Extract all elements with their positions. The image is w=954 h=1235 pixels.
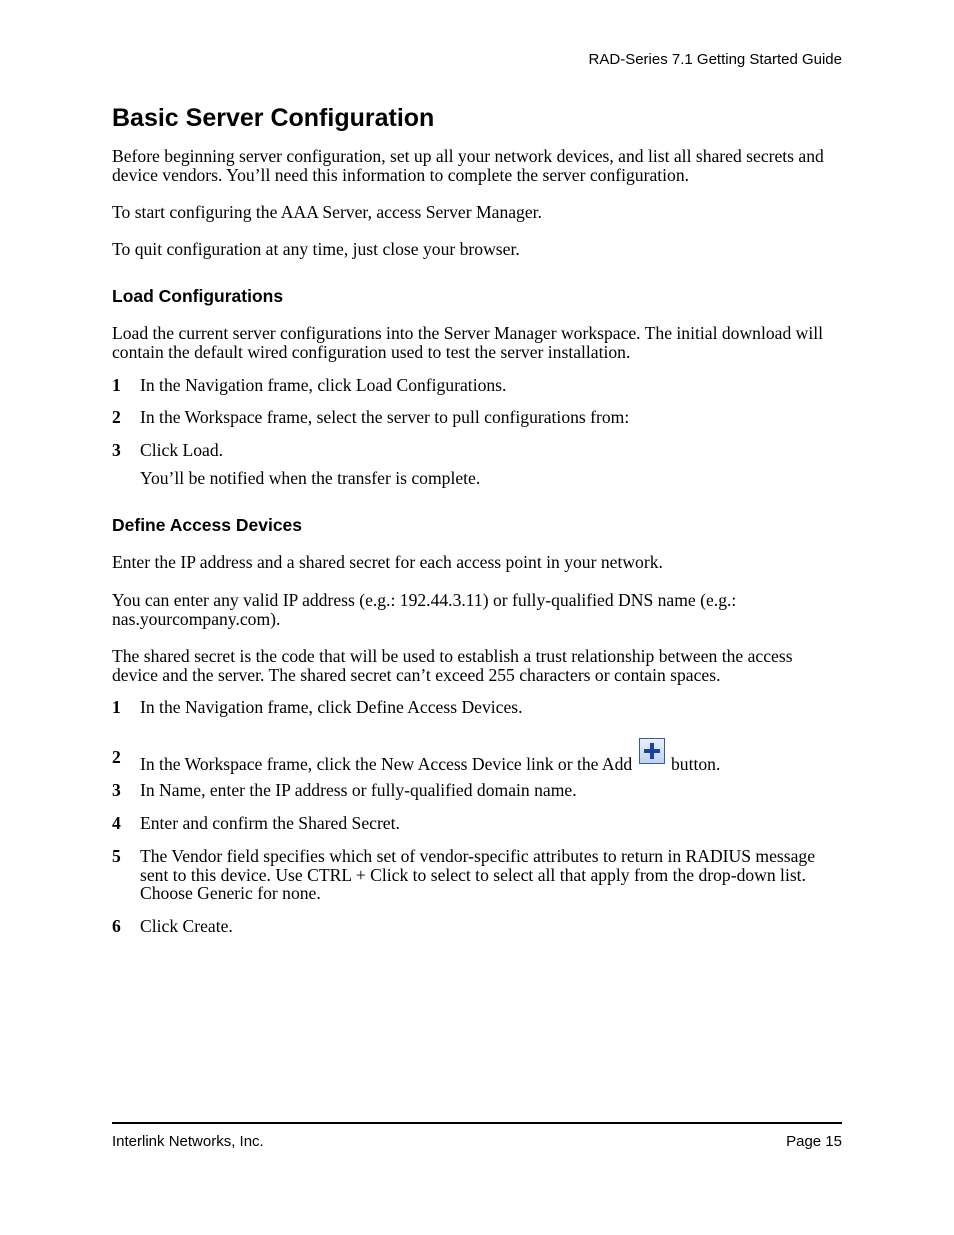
define-paragraph-2: You can enter any valid IP address (e.g.: 192.44.3.11) or fully-qualified DNS name (e.g.: nas.yourcompany.com). xyxy=(112,590,737,629)
footer-company: Interlink Networks, Inc. xyxy=(112,1133,264,1150)
load-step-text: Click Load. xyxy=(140,440,224,460)
footer-page-number: Page 15 xyxy=(786,1133,842,1150)
page-title: Basic Server Configuration xyxy=(112,104,435,132)
define-step-number: 4 xyxy=(112,813,121,833)
running-header: RAD-Series 7.1 Getting Started Guide xyxy=(588,51,842,68)
define-step-text-before: In the Workspace frame, click the New Access Device link or the Add xyxy=(140,754,633,774)
load-step-text: In the Workspace frame, select the server to pull configurations from: xyxy=(140,407,630,427)
define-step-number: 3 xyxy=(112,780,121,800)
define-step-text: In the Navigation frame, click Define Access Devices. xyxy=(140,697,523,717)
define-step-number: 6 xyxy=(112,916,121,936)
load-step-note: You’ll be notified when the transfer is complete. xyxy=(140,468,481,488)
intro-paragraph-1: Before beginning server configuration, set up all your network devices, and list all shared secrets and device vendors. You’ll need this information to complete the server configuration. xyxy=(112,146,824,185)
define-paragraph-1: Enter the IP address and a shared secret for each access point in your network. xyxy=(112,552,663,572)
define-access-devices-heading: Define Access Devices xyxy=(112,515,303,535)
intro-paragraph-3: To quit configuration at any time, just close your browser. xyxy=(112,239,520,259)
define-step-text: Enter and confirm the Shared Secret. xyxy=(140,813,400,833)
define-step-text: Click Create. xyxy=(140,916,233,936)
plus-icon xyxy=(639,738,665,764)
load-configurations-heading: Load Configurations xyxy=(112,286,284,306)
intro-paragraph-2: To start configuring the AAA Server, access Server Manager. xyxy=(112,202,542,222)
define-step-number: 2 xyxy=(112,747,121,767)
load-step-number: 2 xyxy=(112,407,121,427)
define-paragraph-3: The shared secret is the code that will be used to establish a trust relationship between the access device and the server. The shared secret can’t exceed 255 characters or contain spaces. xyxy=(112,646,793,685)
define-step-number: 5 xyxy=(112,846,121,866)
footer-rule xyxy=(112,1122,842,1124)
define-step-text-after: button. xyxy=(671,754,721,774)
load-step-number: 3 xyxy=(112,440,121,460)
load-step-number: 1 xyxy=(112,375,121,395)
define-step-number: 1 xyxy=(112,697,121,717)
define-step-text: The Vendor field specifies which set of vendor-specific attributes to return in RADIUS message sent to this device. Use CTRL + Click to select to select all that apply from the drop-down list. Choose Generic for none. xyxy=(140,846,816,903)
define-step-text: In Name, enter the IP address or fully-qualified domain name. xyxy=(140,780,577,800)
load-intro-paragraph: Load the current server configurations into the Server Manager workspace. The initial download will contain the default wired configuration used to test the server installation. xyxy=(112,323,824,362)
define-step-text xyxy=(140,748,842,774)
load-step-text: In the Navigation frame, click Load Configurations. xyxy=(140,375,507,395)
